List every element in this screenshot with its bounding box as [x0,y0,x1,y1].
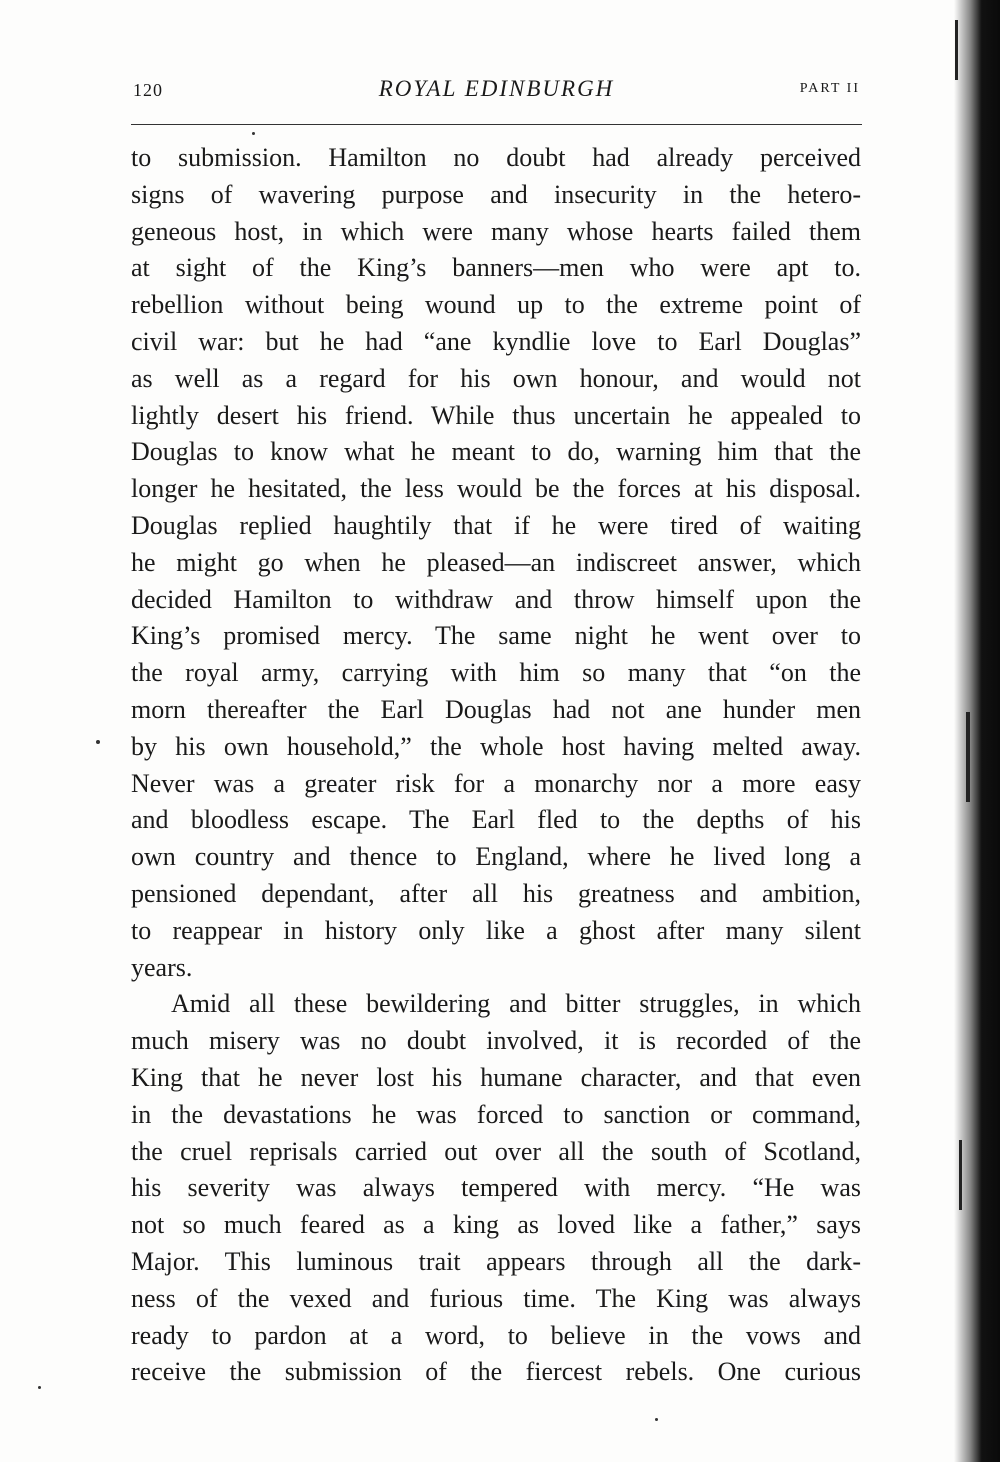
header-rule [131,124,862,125]
text-line: at sight of the King’s banners—men who were apt to. [131,253,861,283]
text-line: his severity was always tempered with mercy. “He was [131,1173,861,1203]
text-line: Amid all these bewildering and bitter struggles, in which [171,989,861,1019]
page-number: 120 [133,80,163,100]
text-line: decided Hamilton to withdraw and throw himself upon the [131,584,861,614]
text-line: the royal army, carrying with him so many that “on the [131,658,861,688]
text-line: own country and thence to England, where he lived long a [131,842,861,872]
page-edge-shadow [954,0,1000,1462]
text-line: and bloodless escape. The Earl fled to the depths of his [131,805,861,835]
text-line: pensioned dependant, after all his greatness and ambition, [131,878,861,908]
text-line: civil war: but he had “ane kyndlie love to Earl Douglas” [131,326,861,356]
page-edge-mark [955,20,958,80]
text-line: longer he hesitated, the less would be the forces at his disposal. [131,474,861,504]
text-line: years. [131,952,193,982]
text-line: lightly desert his friend. While thus uncertain he appealed to [131,400,861,430]
scan-speck [655,1418,658,1421]
scan-speck [252,132,255,135]
text-line: King’s promised mercy. The same night he went over to [131,621,861,651]
text-line: morn thereafter the Earl Douglas had not ane hunder men [131,694,861,724]
part-label: PART II [799,81,860,96]
text-line: signs of wavering purpose and insecurity in the hetero- [131,179,861,209]
text-line: rebellion without being wound up to the extreme point of [131,290,861,320]
page-edge-mark [966,712,970,802]
text-line: Douglas replied haughtily that if he were tired of waiting [131,510,861,540]
text-line: ness of the vexed and furious time. The King was always [131,1283,861,1313]
scan-speck [38,1386,41,1389]
text-line: by his own household,” the whole host having melted away. [131,731,861,761]
text-line: receive the submission of the fiercest rebels. One curious [131,1357,861,1387]
text-line: much misery was no doubt involved, it is recorded of the [131,1026,861,1056]
text-line: the cruel reprisals carried out over all the south of Scotland, [131,1136,861,1166]
text-line: not so much feared as a king as loved like a father,” says [131,1210,861,1240]
text-line: to submission. Hamilton no doubt had already perceived [131,143,861,172]
text-line: Major. This luminous trait appears through all the dark- [131,1246,861,1276]
text-line: ready to pardon at a word, to believe in the vows and [131,1320,861,1350]
text-line: as well as a regard for his own honour, and would not [131,363,861,393]
page-edge-mark [959,1140,962,1210]
text-line: Never was a greater risk for a monarchy nor a more easy [131,768,861,798]
text-line: geneous host, in which were many whose hearts failed them [131,216,861,246]
text-line: King that he never lost his humane character, and that even [131,1062,861,1092]
text-line: Douglas to know what he meant to do, warning him that the [131,437,861,467]
body-text [131,140,861,1391]
scan-speck [96,740,100,744]
text-line: to reappear in history only like a ghost after many silent [131,915,861,945]
text-line: in the devastations he was forced to sanction or command, [131,1099,861,1129]
text-line: he might go when he pleased—an indiscreet answer, which [131,547,861,577]
page-header [133,76,860,106]
running-title: ROYAL EDINBURGH [378,76,615,101]
